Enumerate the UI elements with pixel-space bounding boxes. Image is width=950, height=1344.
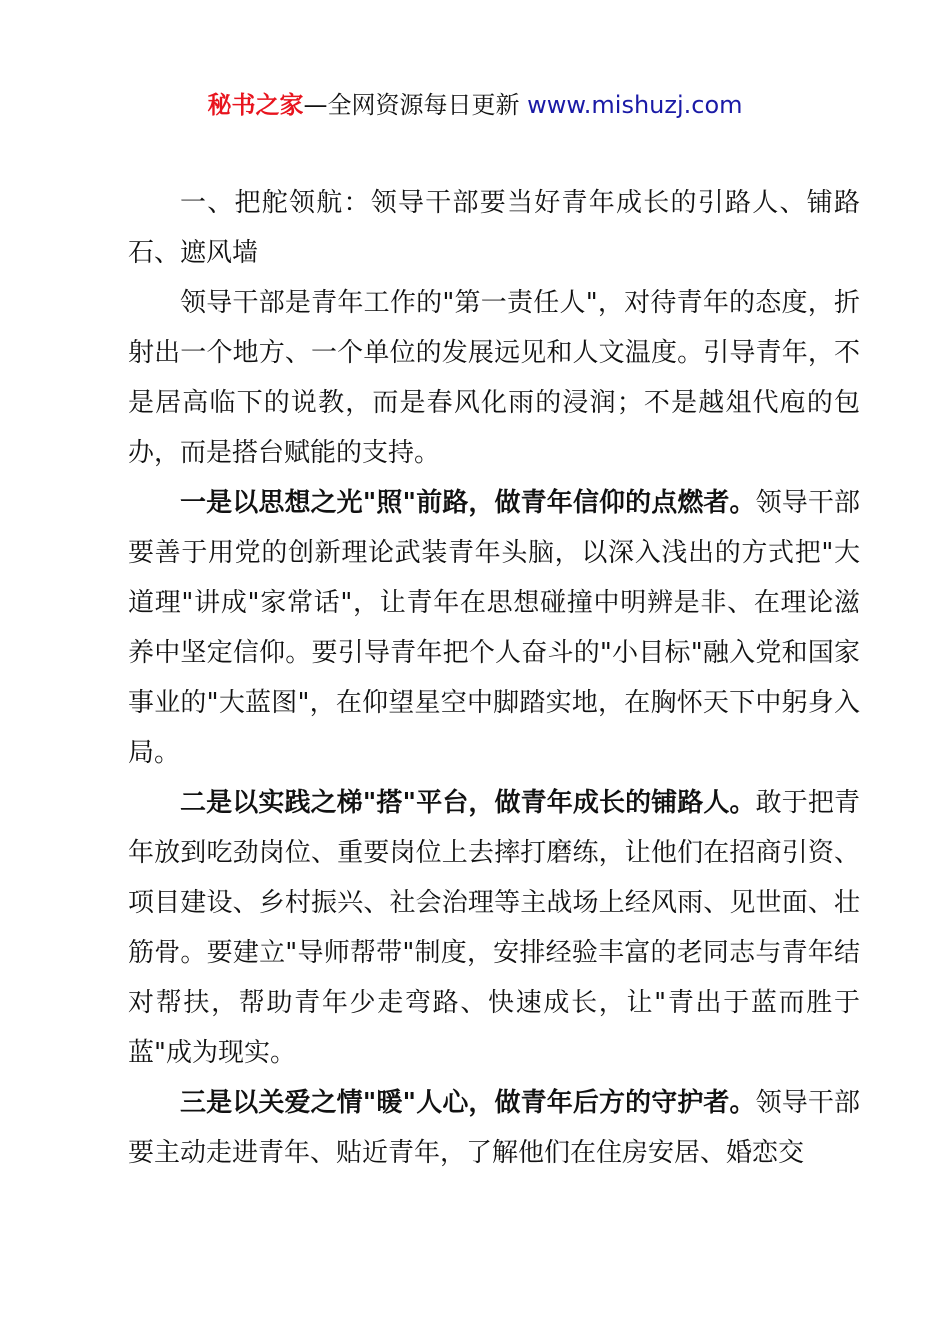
brand-name: 秘书之家 [207,91,304,119]
section-heading: 一、把舵领航：领导干部要当好青年成长的引路人、铺路石、遮风墙 [128,188,860,268]
site-url-link[interactable]: www.mishuzj.com [527,91,743,119]
point-paragraph-1 [128,478,860,778]
page-header [0,88,950,122]
point-1-body: 领导干部要善于用党的创新理论武装青年头脑，以深入浅出的方式把"大道理"讲成"家常话"，让青年在思想碰撞中明辨是非、在理论滋养中坚定信仰。要引导青年把个人奋斗的"小目标"融入党和国家事业的"大蓝图"，在仰望星空中脚踏实地，在胸怀天下中躬身入局。 [128,488,860,768]
intro-paragraph: 领导干部是青年工作的"第一责任人"，对待青年的态度，折射出一个地方、一个单位的发展远见和人文温度。引导青年，不是居高临下的说教，而是春风化雨的浸润；不是越俎代庖的包办，而是搭台赋能的支持。 [128,288,860,468]
point-2-body: 敢于把青年放到吃劲岗位、重要岗位上去摔打磨练，让他们在招商引资、项目建设、乡村振兴、社会治理等主战场上经风雨、见世面、壮筋骨。要建立"导师帮带"制度，安排经验丰富的老同志与青年结对帮扶，帮助青年少走弯路、快速成长，让"青出于蓝而胜于蓝"成为现实。 [128,788,860,1068]
point-paragraph-2 [128,778,860,1078]
point-paragraph-3 [128,1078,860,1178]
point-3-body: 领导干部要主动走进青年、贴近青年，了解他们在住房安居、婚恋交 [128,1088,860,1168]
point-2-lead: 二是以实践之梯"搭"平台，做青年成长的铺路人。 [180,788,756,818]
point-3-lead: 三是以关爱之情"暖"人心，做青年后方的守护者。 [180,1088,756,1118]
header-tagline: —全网资源每日更新 [303,91,528,119]
document-body [128,178,860,1178]
point-1-lead: 一是以思想之光"照"前路，做青年信仰的点燃者。 [180,488,756,518]
